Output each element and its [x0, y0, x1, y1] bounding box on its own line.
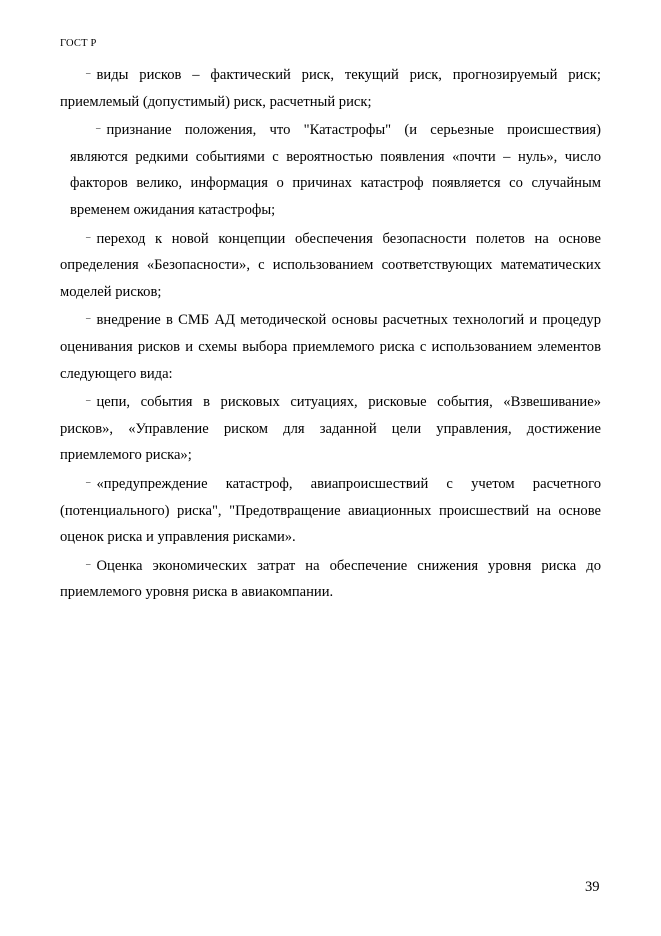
list-item [60, 469, 601, 551]
document-header: ГОСТ Р [60, 38, 97, 49]
dash-marker: – [86, 313, 91, 324]
paragraph-text: виды рисков – фактический риск, текущий риск, прогнозируемый риск; приемлемый (допустимый) риск, расчетный риск; [60, 67, 601, 110]
list-item [60, 224, 601, 306]
paragraph-text: цепи, события в рисковых ситуациях, рисковые события, «Взвешивание» рисков», «Управление риском для заданной цели управления, достижение приемлемого риска»; [60, 394, 601, 464]
document-body [60, 60, 601, 606]
dash-marker: – [86, 68, 91, 78]
list-item [60, 60, 601, 115]
page-number: 39 [585, 879, 600, 895]
dash-marker: – [96, 123, 101, 134]
dash-marker: – [86, 231, 91, 242]
paragraph-text: Оценка экономических затрат на обеспечение снижения уровня риска до приемлемого уровня риска в авиакомпании. [60, 557, 601, 601]
paragraph-text: переход к новой концепции обеспечения безопасности полетов на основе определения «Безопасности», с использованием соответствующих математических моделей рисков; [60, 230, 601, 300]
dash-marker: – [86, 395, 91, 406]
list-item [60, 387, 601, 469]
paragraph-text: внедрение в СМБ АД методической основы расчетных технологий и процедур оценивания рисков и схемы выбора приемлемого риска с использованием элементов следующего вида: [60, 312, 601, 382]
paragraph-text: признание положения, что "Катастрофы" (и серьезные происшествия) являются редкими событиями с вероятностью появления «почти – нуль», число факторов велико, информация о причинах катастроф появляется со случайным временем ожидания катастрофы; [70, 122, 601, 218]
dash-marker: – [86, 476, 91, 487]
paragraph-text: «предупреждение катастроф, авиапроисшествий с учетом расчетного (потенциального) риска", "Предотвращение авиационных происшествий на основе оценок риска и управления рисками». [60, 475, 601, 546]
list-item [60, 115, 601, 223]
list-item [60, 551, 601, 606]
list-item [60, 305, 601, 387]
dash-marker: – [86, 558, 91, 569]
